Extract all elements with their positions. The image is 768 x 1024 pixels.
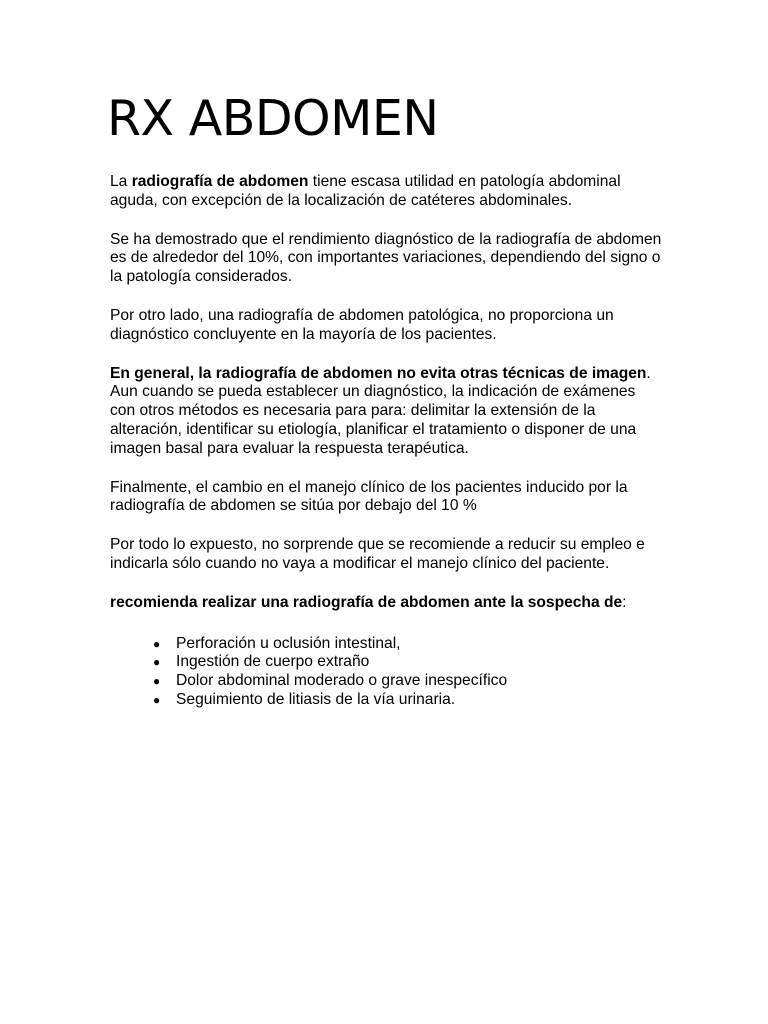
bullet-icon: ● bbox=[153, 692, 161, 707]
conclusion-paragraph: Por todo lo expuesto, no sorprende que se recomiende a reducir su empleo e indicarla sólo cuando no vaya a modificar el manejo clínico del paciente. bbox=[110, 536, 645, 572]
list-item-text: Perforación u oclusión intestinal, bbox=[176, 634, 401, 652]
intro-paragraph bbox=[110, 173, 662, 211]
pathology-paragraph: Por otro lado, una radiografía de abdomen patológica, no proporciona un diagnóstico concluyente en la mayoría de los pacientes. bbox=[110, 306, 614, 343]
intro-lead: La bbox=[110, 173, 132, 190]
intro-rest: tiene escasa utilidad en patología abdominal aguda, con excepción de la localización de catéteres abdominales. bbox=[110, 173, 621, 209]
list-item-text: Dolor abdominal moderado o grave inespecífico bbox=[176, 672, 508, 690]
bullet-icon: ● bbox=[153, 655, 161, 670]
clinical-change-paragraph: Finalmente, el cambio en el manejo clínico de los pacientes inducido por la radiografía de abdomen se sitúa por debajo del 10 % bbox=[110, 478, 628, 515]
bullet-icon: ● bbox=[153, 674, 161, 689]
page-title: RX ABDOMEN bbox=[107, 90, 439, 147]
list-item bbox=[110, 635, 662, 654]
intro-bold: radiografía de abdomen bbox=[131, 173, 309, 190]
performance-paragraph: Se ha demostrado que el rendimiento diagnóstico de la radiografía de abdomen es de alrededor del 10%, con importantes variaciones, dependiendo del signo o la patología considerados. bbox=[110, 230, 662, 286]
general-rest: . Aun cuando se pueda establecer un diagnóstico, la indicación de exámenes con otros métodos es necesaria para para: delimitar la extensión de la alteración, identificar su etiología, planificar el tratamiento o disponer de una imagen basal para evaluar la respuesta terapéutica. bbox=[110, 364, 651, 457]
list-item bbox=[110, 672, 662, 691]
list-item-text: Seguimiento de litiasis de la vía urinaria. bbox=[176, 690, 456, 708]
recommendation-rest: : bbox=[622, 593, 627, 611]
list-item bbox=[110, 653, 662, 672]
list-item bbox=[110, 691, 662, 710]
general-bold: En general, la radiografía de abdomen no evita otras técnicas de imagen bbox=[110, 364, 647, 382]
recommendation-paragraph bbox=[110, 594, 662, 613]
list-item-text: Ingestión de cuerpo extraño bbox=[176, 653, 370, 671]
bullet-icon: ● bbox=[153, 636, 161, 651]
general-paragraph bbox=[110, 365, 662, 459]
document-body bbox=[110, 173, 662, 710]
indication-list bbox=[110, 635, 662, 710]
recommendation-bold: recomienda realizar una radiografía de abdomen ante la sospecha de bbox=[110, 593, 623, 611]
